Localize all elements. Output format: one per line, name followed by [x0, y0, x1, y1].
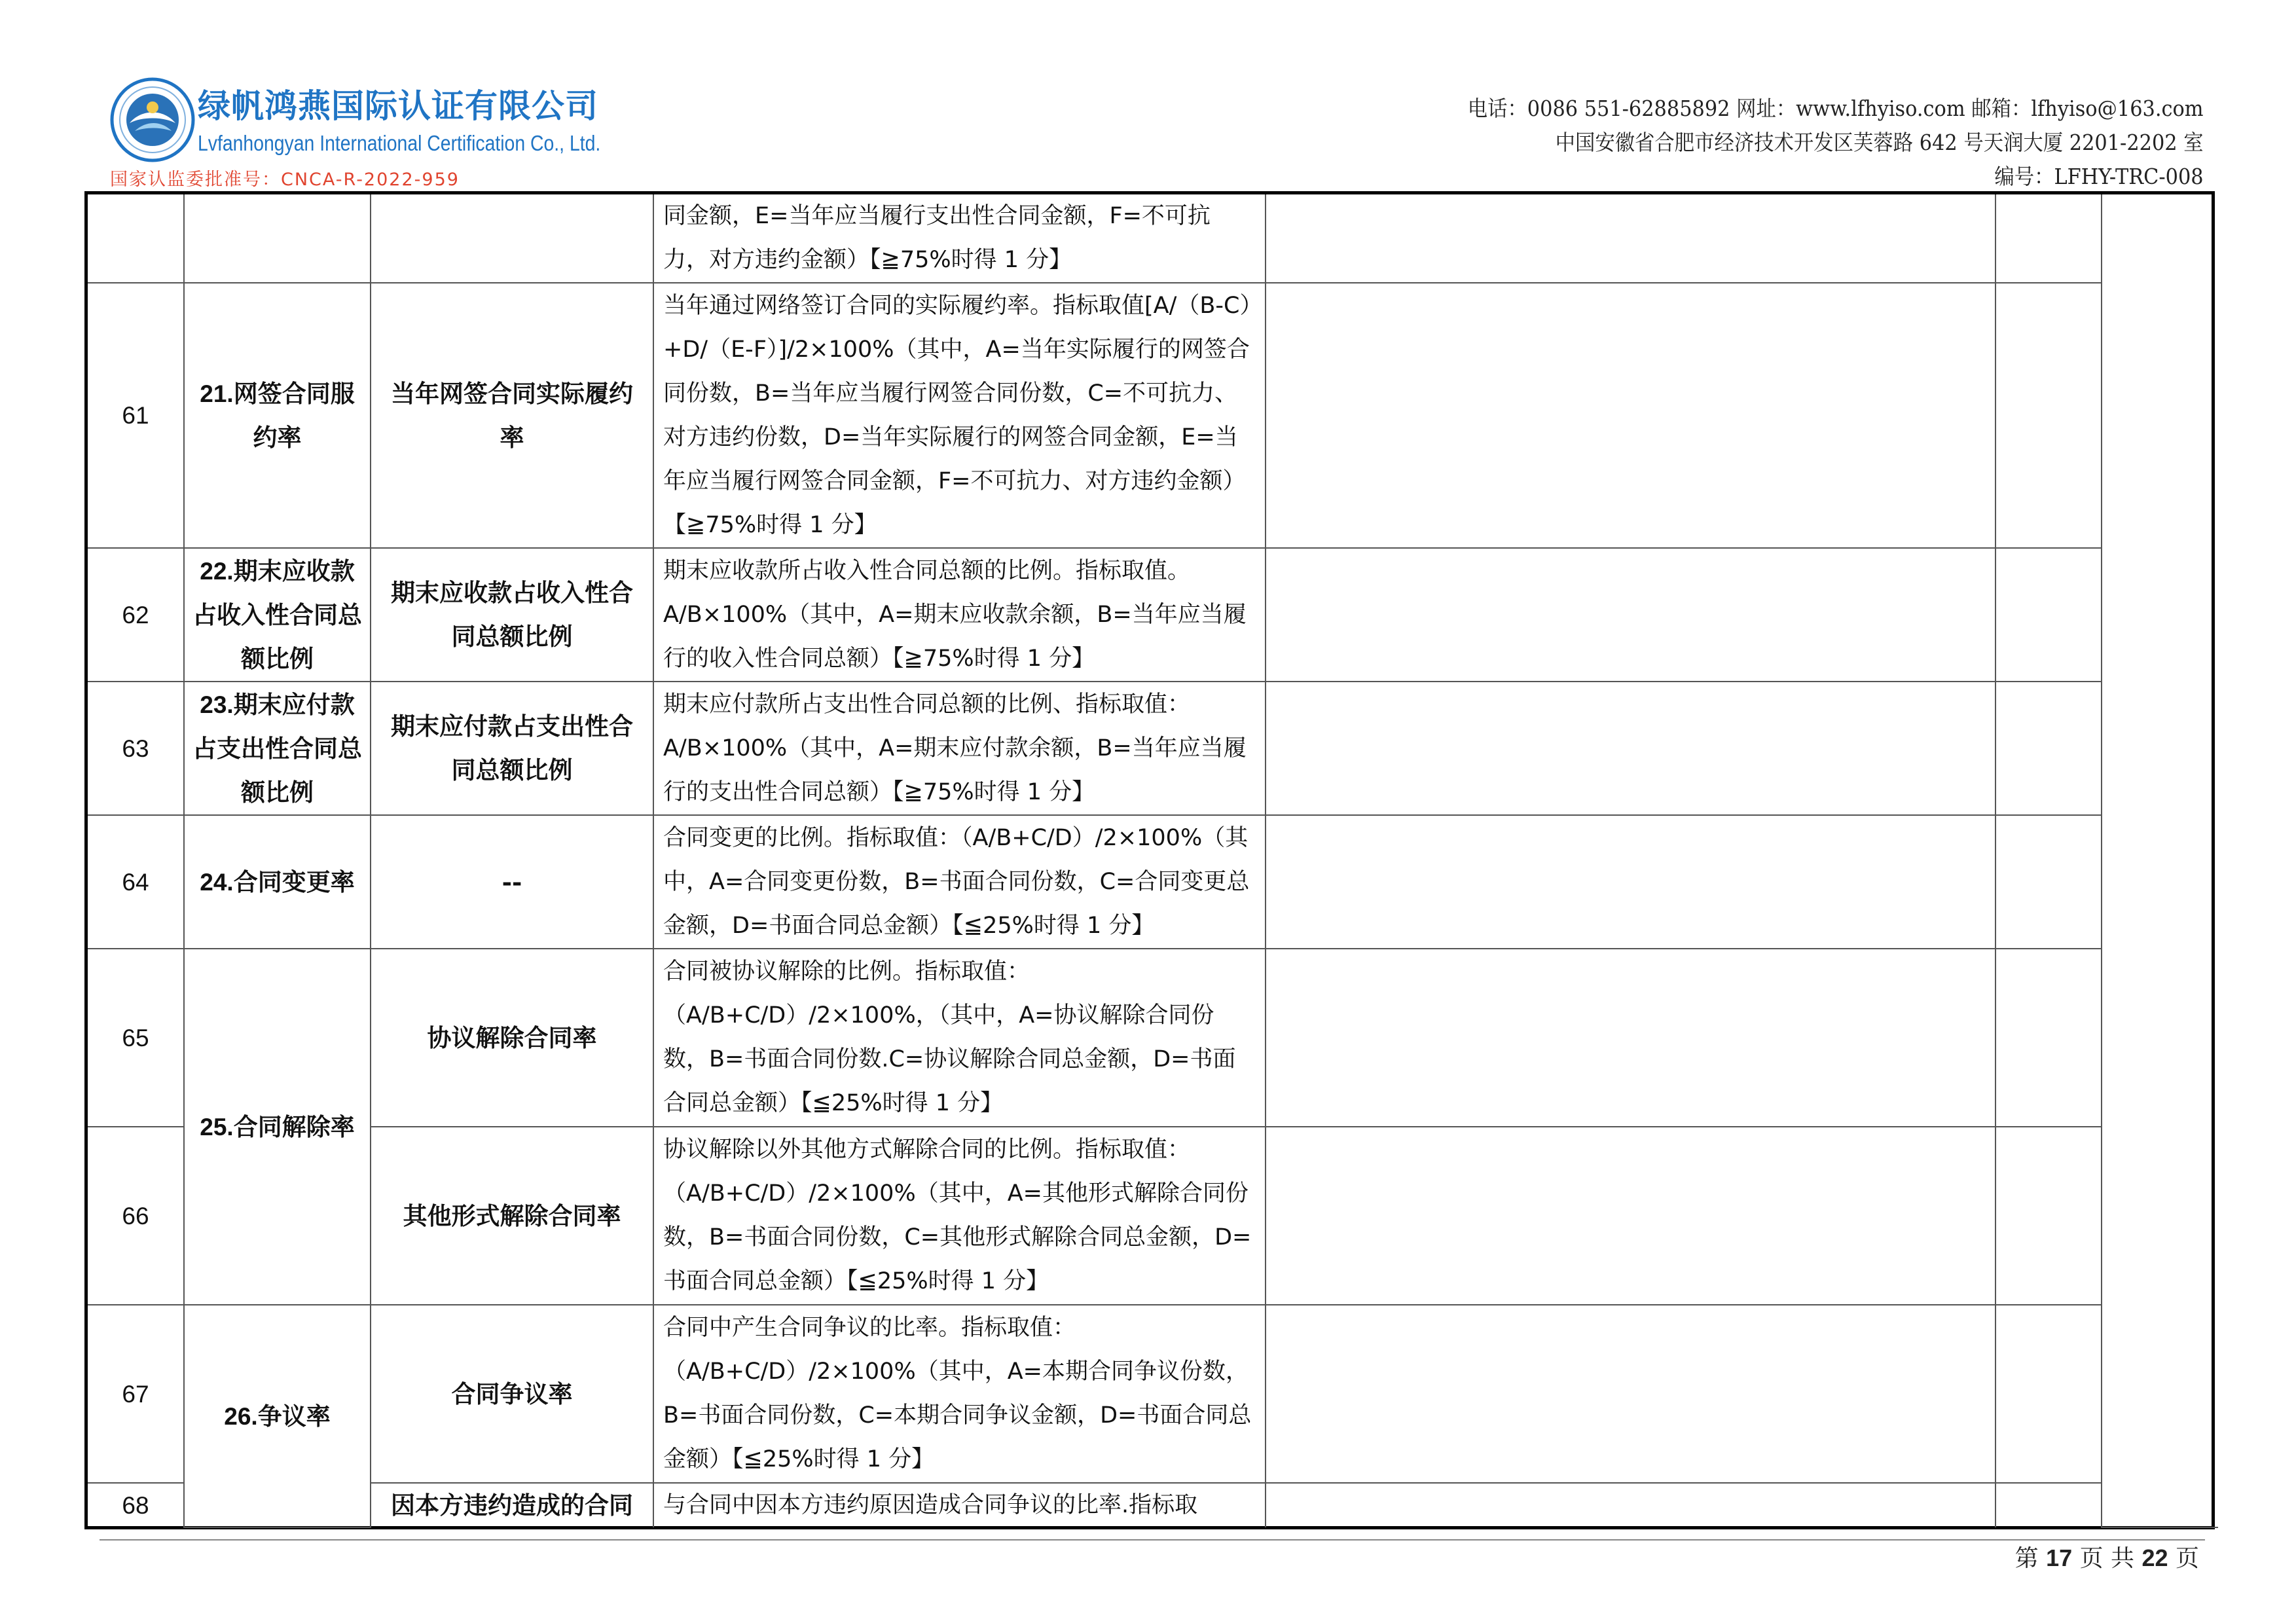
category-label: 期末应付款占支出性合同总额比例	[192, 689, 362, 807]
item-cell	[371, 194, 653, 283]
category-cell	[184, 1305, 371, 1527]
row-number: 66	[88, 1127, 184, 1305]
blank-cell	[1995, 1127, 2102, 1305]
blank-cell	[1995, 283, 2102, 548]
category-number: 23.	[200, 691, 234, 718]
page-prefix: 第	[2014, 1545, 2039, 1572]
description-cell: 期末应付款所占支出性合同总额的比例、指标取值：A/B×100%（其中，A=期末应付款余额，B=当年应当履行的支出性合同总额）【≧75%时得 1 分】	[653, 682, 1266, 815]
table-row	[88, 548, 2218, 682]
category-label: 合同变更率	[233, 867, 355, 896]
category-label: 合同解除率	[233, 1112, 355, 1141]
indicator-table	[84, 191, 2215, 1529]
certification-seal-icon	[110, 77, 195, 162]
contact-block	[1404, 92, 2204, 194]
item-cell: 因本方违约造成的合同	[371, 1483, 653, 1527]
table-row	[88, 682, 2218, 815]
blank-cell	[1266, 949, 1995, 1127]
document-code: 编号：LFHY-TRC-008	[1994, 164, 2204, 189]
blank-cell	[1266, 682, 1995, 815]
category-number: 22.	[200, 557, 234, 585]
blank-cell	[1995, 1483, 2102, 1527]
table-row	[88, 1127, 2218, 1305]
category-label: 争议率	[257, 1401, 331, 1431]
description-cell: 与合同中因本方违约原因造成合同争议的比率.指标取	[653, 1483, 1266, 1527]
category-number: 24.	[200, 868, 234, 896]
category-cell	[184, 194, 371, 283]
description-cell: 当年通过网络签订合同的实际履约率。指标取值[A/（B-C）+D/（E-F）]/2×100%（其中，A=当年实际履行的网签合同份数，B=当年应当履行网签合同份数，C=不可抗力、对方违约份数，D=当年实际履行的网签合同金额，E=当年应当履行网签合同金额，F=不可抗力、对方违约金额）【≧75%时得 1 分】	[653, 283, 1266, 548]
approval-number: 国家认监委批准号：CNCA-R-2022-959	[110, 170, 460, 190]
blank-cell	[1995, 949, 2102, 1127]
category-number: 25.	[200, 1113, 234, 1140]
description-cell: 同金额，E=当年应当履行支出性合同金额，F=不可抗力，对方违约金额）【≧75%时得 1 分】	[653, 194, 1266, 283]
table-row	[88, 815, 2218, 949]
item-cell: 协议解除合同率	[371, 949, 653, 1127]
blank-cell	[1995, 815, 2102, 949]
total-pages: 22	[2141, 1544, 2168, 1571]
row-number: 62	[88, 548, 184, 682]
row-number: 68	[88, 1483, 184, 1527]
description-cell: 合同变更的比例。指标取值：（A/B+C/D）/2×100%（其中，A=合同变更份数，B=书面合同份数，C=合同变更总金额，D=书面合同总金额）【≦25%时得 1 分】	[653, 815, 1266, 949]
category-label: 网签合同服约率	[233, 378, 355, 452]
blank-cell	[1266, 548, 1995, 682]
description-cell: 合同被协议解除的比例。指标取值：（A/B+C/D）/2×100%，（其中，A=协议解除合同份数，B=书面合同份数.C=协议解除合同总金额，D=书面合同总金额）【≦25%时得 1 分】	[653, 949, 1266, 1127]
row-number: 61	[88, 283, 184, 548]
page-number	[2015, 1540, 2199, 1573]
description-cell: 合同中产生合同争议的比率。指标取值：（A/B+C/D）/2×100%（其中，A=本期合同争议份数，B=书面合同份数，C=本期合同争议金额，D=书面合同总金额）【≦25%时得 1 分】	[653, 1305, 1266, 1483]
blank-cell	[2102, 194, 2218, 1527]
blank-cell	[1266, 194, 1995, 283]
table-row	[88, 194, 2218, 283]
category-cell	[184, 548, 371, 682]
row-number: 65	[88, 949, 184, 1127]
page-suffix: 页	[2175, 1545, 2199, 1572]
contact-address: 中国安徽省合肥市经济技术开发区芙蓉路 642 号天润大厦 2201-2202 室	[1556, 130, 2204, 155]
company-name-cn: 绿帆鸿燕国际认证有限公司	[198, 87, 598, 125]
row-number: 63	[88, 682, 184, 815]
contact-phone-web-email: 电话：0086 551-62885892 网址：www.lfhyiso.com 邮箱：lfhyiso@163.com	[1468, 96, 2204, 121]
item-cell: 其他形式解除合同率	[371, 1127, 653, 1305]
blank-cell	[1995, 682, 2102, 815]
blank-cell	[1995, 194, 2102, 283]
table-row	[88, 1305, 2218, 1483]
blank-cell	[1266, 1127, 1995, 1305]
category-cell	[184, 815, 371, 949]
category-cell	[184, 949, 371, 1305]
table-row	[88, 1483, 2218, 1527]
blank-cell	[1266, 815, 1995, 949]
footer-divider	[100, 1539, 2205, 1541]
blank-cell	[1266, 1483, 1995, 1527]
current-page: 17	[2046, 1544, 2073, 1571]
blank-cell	[1266, 283, 1995, 548]
category-label: 期末应收款占收入性合同总额比例	[192, 556, 362, 673]
category-number: 21.	[200, 380, 234, 407]
description-cell: 协议解除以外其他方式解除合同的比例。指标取值：（A/B+C/D）/2×100%（其中，A=其他形式解除合同份数，B=书面合同份数，C=其他形式解除合同总金额，D=书面合同总金额）【≦25%时得 1 分】	[653, 1127, 1266, 1305]
blank-cell	[1266, 1305, 1995, 1483]
blank-cell	[1995, 548, 2102, 682]
item-cell: 当年网签合同实际履约率	[371, 283, 653, 548]
category-cell	[184, 283, 371, 548]
row-number: 64	[88, 815, 184, 949]
company-name-en: Lvfanhongyan International Certification Co., Ltd.	[198, 131, 601, 155]
item-cell: --	[371, 815, 653, 949]
item-cell: 期末应收款占收入性合同总额比例	[371, 548, 653, 682]
item-cell: 合同争议率	[371, 1305, 653, 1483]
category-number: 26.	[224, 1402, 258, 1430]
table-row	[88, 283, 2218, 548]
page-mid: 页 共	[2079, 1545, 2135, 1572]
item-cell: 期末应付款占支出性合同总额比例	[371, 682, 653, 815]
row-number	[88, 194, 184, 283]
table-row	[88, 949, 2218, 1127]
description-cell: 期末应收款所占收入性合同总额的比例。指标取值。A/B×100%（其中，A=期末应收款余额，B=当年应当履行的收入性合同总额）【≧75%时得 1 分】	[653, 548, 1266, 682]
blank-cell	[1995, 1305, 2102, 1483]
row-number: 67	[88, 1305, 184, 1483]
category-cell	[184, 682, 371, 815]
